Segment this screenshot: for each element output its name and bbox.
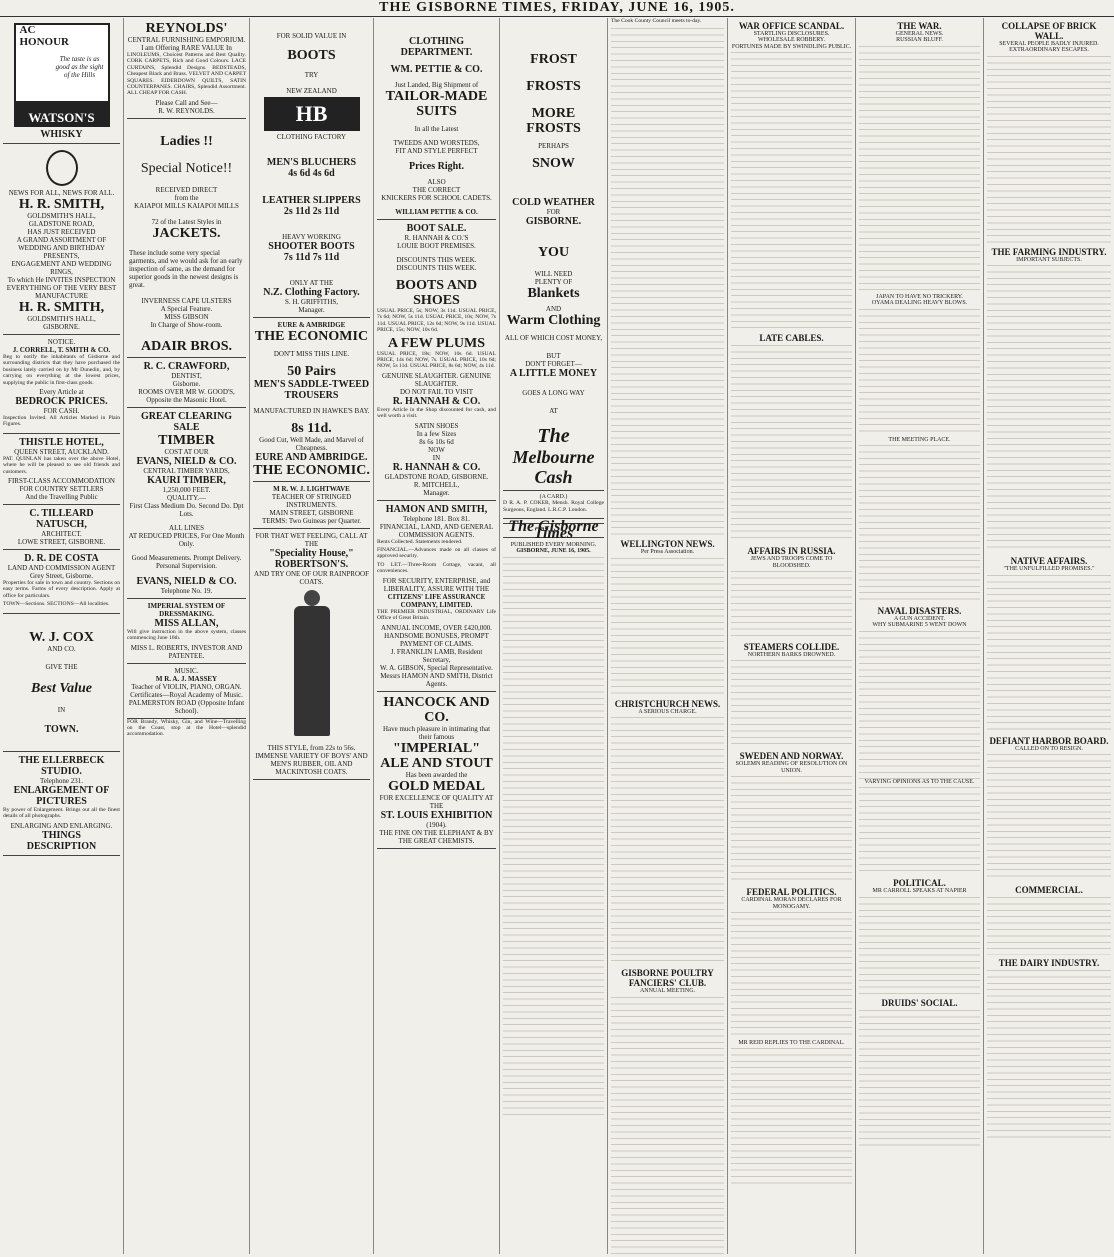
hb-logo: HB	[264, 97, 360, 131]
watch-icon	[46, 150, 78, 186]
watsons-whisky-ad: AC HONOUR The taste is as good as the sight of the Hills WATSON'S WHISKY	[3, 18, 120, 144]
coker-card: (A CARD.) D R. A. P. COKER, Mensh. Royal College Surgeons, England. L.R.C.P. London.	[503, 491, 604, 519]
druids-text	[859, 1008, 980, 1148]
column-8: THE WAR. GENERAL NEWS. RUSSIAN BLUFF. JAPAN TO HAVE NO TRICKERY. OYAMA DEALING HEAVY BLOWS. THE MEETING PLACE. NAVAL DISASTERS. A GUN ACCIDENT. WHY SUBMARINE 5 WENT DOWN VARYING OPINIONS AS TO THE CAUSE. POLITICAL. MR CARROLL SPEAKS AT NAPIER DRUIDS' SOCIAL.	[856, 18, 984, 1254]
varying-text	[859, 785, 980, 875]
column-2	[124, 18, 250, 1254]
political-text	[859, 895, 980, 995]
column-7: WAR OFFICE SCANDAL. STARTLING DISCLOSURES. WHOLESALE ROBBERY. FORTUNES MADE BY SWINDLING PUBLIC. LATE CABLES. AFFAIRS IN RUSSIA. JEWS AND TROOPS COME TO BLOODSHED. STEAMERS COLLIDE. NORTHERN BARKS DROWNED. SWEDEN AND NORWAY. SOLEMN READING OF RESOLUTION ON UNION. FEDERAL POLITICS. CARDINAL MORAN DECLARES FOR MONOGAMY. MR REID REPLIES TO THE CARDINAL.	[728, 18, 856, 1254]
wellington-text	[611, 556, 724, 696]
federal-text	[731, 910, 852, 1040]
hancock-ale-ad: HANCOCK AND CO. Have much pleasure in intimating that their famous "IMPERIAL" ALE AND STOUT Has been awarded the GOLD MEDAL FOR EXCELLENCE OF QUALITY AT THE ST. LOUIS EXHIBITION (1904). THE FINE ON THE ELEPHANT & BY THE GREAT CHEMISTS.	[377, 692, 496, 849]
dairy-text	[987, 968, 1111, 1138]
hannah-boot-sale-ad: BOOT SALE. R. HANNAH & CO.'S LOUIE BOOT PREMISES. DISCOUNTS THIS WEEK. DISCOUNTS THIS WEEK. BOOTS AND SHOES USUAL PRICE, 5s; NOW, 3s 11d. USUAL PRICE, 7s 6d; NOW, 5s 11d. USUAL PRICE, 10s; NOW, 7s 11d. USUAL PRICE, 12s 6d; NOW, 9s 11d. USUAL PRICE, 15s; NOW, 10s 6d. A FEW PLUMS USUAL PRICE, 18s; NOW, 10s 6d. USUAL PRICE, 14s 6d; NOW, 7s. USUAL PRICE, 10s 6d; NOW, 5s 11d. USUAL PRICE, 8s 6d; NOW, 4s 11d. GENUINE SLAUGHTER. GENUINE SLAUGHTER. DO NOT FAIL TO VISIT R. HANNAH & CO. Every Article in the Shop discounted for cash, and well worth a visit. SATIN SHOES In a few Sizes 8s 6s 10s 6d NOW IN R. HANNAH & CO. GLADSTONE ROAD, GISBORNE. R. MITCHELL, Manager.	[377, 220, 496, 501]
crawford-dentist-ad: R. C. CRAWFORD, DENTIST, Gisborne. ROOMS OVER MR W. GOOD'S, Opposite the Masonic Hotel.	[127, 358, 246, 408]
steamers-text	[731, 658, 852, 748]
column-3	[250, 18, 374, 1254]
thistle-hotel-ad: THISTLE HOTEL, QUEEN STREET, AUCKLAND. PAT. QUINLAN has taken over the above Hotel, where he will be pleased to see old friends and customers. FIRST-CLASS ACCOMMODATION FOR COUNTRY SETTLERS And the Travelling Public	[3, 434, 120, 505]
smith-jeweller-ad: NEWS FOR ALL, NEWS FOR ALL. H. R. SMITH, GOLDSMITH'S HALL, GLADSTONE ROAD, HAS JUST RECEIVED A GRAND ASSORTMENT OF WEDDING AND BIRTHDAY PRESENTS, ENGAGEMENT AND WEDDING RINGS, To which He INVITES INSPECTION EVERYTHING OF THE VERY BEST MANUFACTURE H. R. SMITH, GOLDSMITH'S HALL, GISBORNE.	[3, 144, 120, 335]
column-4	[374, 18, 500, 1254]
melbourne-cash-ad: FROST FROSTS MORE FROSTS PERHAPS SNOW COLD WEATHER FOR GISBORNE. YOU WILL NEED PLENTY OF Blankets AND Warm Clothing ALL OF WHICH COST MONEY, BUT DON'T FORGET— A LITTLE MONEY GOES A LONG WAY AT The Melbourne Cash	[503, 18, 604, 491]
russia-text	[731, 569, 852, 639]
column-6: The Cook County Council meets to-day. WELLINGTON NEWS. Per Press Association. CHRISTCHURCH NEWS. A SERIOUS CHARGE. GISBORNE POULTRY FANCIERS' CLUB. ANNUAL MEETING.	[608, 18, 728, 1254]
economic-trousers-ad: EURE & AMBRIDGE THE ECONOMIC DON'T MISS THIS LINE. 50 Pairs MEN'S SADDLE-TWEED TROUSERS MANUFACTURED IN HAWKE'S BAY. 8s 11d. Good Cut, Well Made, and Marvel of Cheapness. EURE AND AMBRIDGE. THE ECONOMIC.	[253, 318, 370, 482]
editorial-text-block	[503, 555, 604, 1115]
naval-text	[859, 629, 980, 779]
music-ad: MUSIC. M R. A. J. MASSEY Teacher of VIOLIN, PIANO, ORGAN. Certificates—Royal Academy of Music. PALMERSTON ROAD (Opposite Infant School).	[127, 664, 246, 719]
whisky-bottle-icon: AC HONOUR The taste is as good as the sight of the Hills WATSON'S	[14, 23, 110, 127]
late-cables-text	[731, 343, 852, 543]
man-in-raincoat-icon	[282, 590, 342, 740]
kaiapoi-jackets-ad: Ladies !! Special Notice!! RECEIVED DIRECT from the KAIAPOI MILLS KAIAPOI MILLS 72 of the Latest Styles in JACKETS. These include some very special garments, and we would ask for an early inspection of same, as the demand for superior goods in the newest designs is great. INVERNESS CAPE ULSTERS A Special Feature. MISS GIBSON In Charge of Show-room. ADAIR BROS.	[127, 119, 246, 358]
pettie-clothing-ad: CLOTHING DEPARTMENT. WM. PETTIE & CO. Just Landed, Big Shipment of TAILOR-MADE SUITS In all the Latest TWEEDS AND WORSTEDS, FIT AND STYLE PERFECT Prices Right. ALSO THE CORRECT KNICKERS FOR SCHOOL CADETS. WILLIAM PETTIE & CO.	[377, 18, 496, 220]
cox-ad: W. J. COX AND CO. GIVE THE Best Value IN TOWN.	[3, 614, 120, 752]
dressmaking-ad: IMPERIAL SYSTEM OF DRESSMAKING. MISS ALLAN, Will give instruction in the above system, classes commencing June 16th. MISS L. ROBERTS, INVESTOR AND PATENTEE.	[127, 599, 246, 664]
reynolds-ad: REYNOLDS' CENTRAL FURNISHING EMPORIUM. I am Offering RARE VALUE In LINOLEUMS, Choicest Patterns and Best Quality. CORK CARPETS, Rich and Good Colours. LACE CURTAINS, Splendid Designs. BEDSTEADS, Cheapest Black and Brass. VELVET AND CARPET SQUARES. EIDERDOWN QUILTS, SATIN COUNTERPANES. CHAIRS, Splendid Assortment. ALL CHEAP FOR CASH. Please Call and See— R. W. REYNOLDS.	[127, 18, 246, 119]
harbor-text	[987, 752, 1111, 882]
commercial-text	[987, 895, 1111, 955]
war-news-text	[859, 44, 980, 294]
local-news-text	[611, 26, 724, 536]
meeting-place-text	[859, 443, 980, 603]
evans-nield-timber-ad: GREAT CLEARING SALE TIMBER COST AT OUR EVANS, NIELD & CO. CENTRAL TIMBER YARDS, KAURI TIMBER, 1,250,000 FEET. QUALITY.— First Class Medium Do. Second Do. Dpt Lots. ALL LINES AT REDUCED PRICES, For One Month Only. Good Measurements. Prompt Delivery. Personal Supervision. EVANS, NIELD & CO. Telephone No. 19.	[127, 408, 246, 599]
de-costa-ad: D. R. DE COSTA LAND AND COMMISSION AGENT Grey Street, Gisborne. Properties for sale in town and country. Sections on easy terms. Farms of every description. Apply at office for particulars. TOWN—Sections. SECTIONS—All localities.	[3, 550, 120, 614]
poultry-text	[611, 995, 724, 1254]
farming-text	[987, 263, 1111, 553]
column-5: FROST FROSTS MORE FROSTS PERHAPS SNOW COLD WEATHER FOR GISBORNE. YOU WILL NEED PLENTY OF Blankets AND Warm Clothing ALL OF WHICH COST MONEY, BUT DON'T FORGET— A LITTLE MONEY GOES A LONG WAY AT The Melbourne Cash (A CARD.) D R. A. P. COKER, Mensh. Royal College Surgeons, England. L.R.C.P. London. The Gisborne Times PUBLISHED EVERY MORNING. GISBORNE, JUNE 16, 1905.	[500, 18, 608, 1254]
column-1	[0, 18, 124, 1254]
paper-nameplate: The Gisborne Times	[503, 523, 604, 538]
speciality-house-ad: FOR THAT WET FEELING, CALL AT THE "Speciality House," ROBERTSON'S. AND TRY ONE OF OUR RAINPROOF COATS. THIS STYLE, from 22s to 56s. IMMENSE VARIETY OF BOYS' AND MEN'S RUBBER, OIL AND MACKINTOSH COATS.	[253, 529, 370, 780]
collapse-text	[987, 54, 1111, 244]
masthead: THE GISBORNE TIMES, FRIDAY, JUNE 16, 1905.	[0, 0, 1114, 17]
christchurch-text	[611, 715, 724, 965]
war-office-text	[731, 50, 852, 330]
oyama-text	[859, 307, 980, 437]
correll-notice: NOTICE. J. CORRELL, T. SMITH & CO. Beg to notify the inhabitants of Gisborne and surrounding districts that they have purchased the business lately carried on by Mr Dunedin, and, by carrying on everything at the lowest prices, supplying the public in first-class goods. Every Article at BEDROCK PRICES. FOR CASH. Inspection Invited. All Articles Marked in Plain Figures.	[3, 335, 120, 434]
natusch-architect-ad: C. TILLEARD NATUSCH, ARCHITECT. LOWE STREET, GISBORNE.	[3, 505, 120, 550]
native-text	[987, 573, 1111, 733]
nz-clothing-factory-ad: FOR SOLID VALUE IN BOOTS TRY NEW ZEALAND HB CLOTHING FACTORY MEN'S BLUCHERS 4s 6d 4s 6d LEATHER SLIPPERS 2s 11d 2s 11d HEAVY WORKING SHOOTER BOOTS 7s 11d 7s 11d ONLY AT THE N.Z. Clothing Factory. S. H. GRIFFITHS, Manager.	[253, 18, 370, 318]
sweden-text	[731, 774, 852, 884]
hamon-smith-ad: HAMON AND SMITH, Telephone 181. Box 81. FINANCIAL, LAND, AND GENERAL COMMISSION AGENTS. Rents Collected. Statements rendered. FINANCIAL.—Advances made on all classes of approved security. TO LET.—Three-Room Cottage, vacant, all conveniences. FOR SECURITY, ENTERPRISE, and LIBERALITY, ASSURE WITH THE CITIZENS' LIFE ASSURANCE COMPANY, LIMITED. THE PREMIER INDUSTRIAL, ORDINARY Life Office of Great Britain. ANNUAL INCOME, OVER £420,000. HANDSOME BONUSES, PROMPT PAYMENT OF CLAIMS. J. FRANKLIN LAMB, Resident Secretary, W. A. GIBSON, Special Representative. Messrs HAMON AND SMITH, District Agents.	[377, 501, 496, 692]
reid-text	[731, 1046, 852, 1186]
brandy-notice: FOR Brandy, Whisky, Gin, and Wine—Travelling on the Coast, stop at the Hotel—splendid accommodation.	[127, 718, 246, 738]
ellerbeck-studio-ad: THE ELLERBECK STUDIO. Telephone 231. ENLARGEMENT OF PICTURES By power of Enlargement. Brings out all the finest details of all photographs. ENLARGING AND ENLARGING. THINGS DESCRIPTION	[3, 752, 120, 856]
column-9: COLLAPSE OF BRICK WALL. SEVERAL PEOPLE BADLY INJURED. EXTRAORDINARY ESCAPES. THE FARMING INDUSTRY. IMPORTANT SUBJECTS. NATIVE AFFAIRS. "THE UNFULFILLED PROMISES." DEFIANT HARBOR BOARD. CALLED ON TO RESIGN. COMMERCIAL. THE DAIRY INDUSTRY.	[984, 18, 1114, 1254]
lightwave-ad: M R. W. J. LIGHTWAVE TEACHER OF STRINGED INSTRUMENTS. MAIN STREET, GISBORNE TERMS: Two Guineas per Quarter.	[253, 482, 370, 529]
